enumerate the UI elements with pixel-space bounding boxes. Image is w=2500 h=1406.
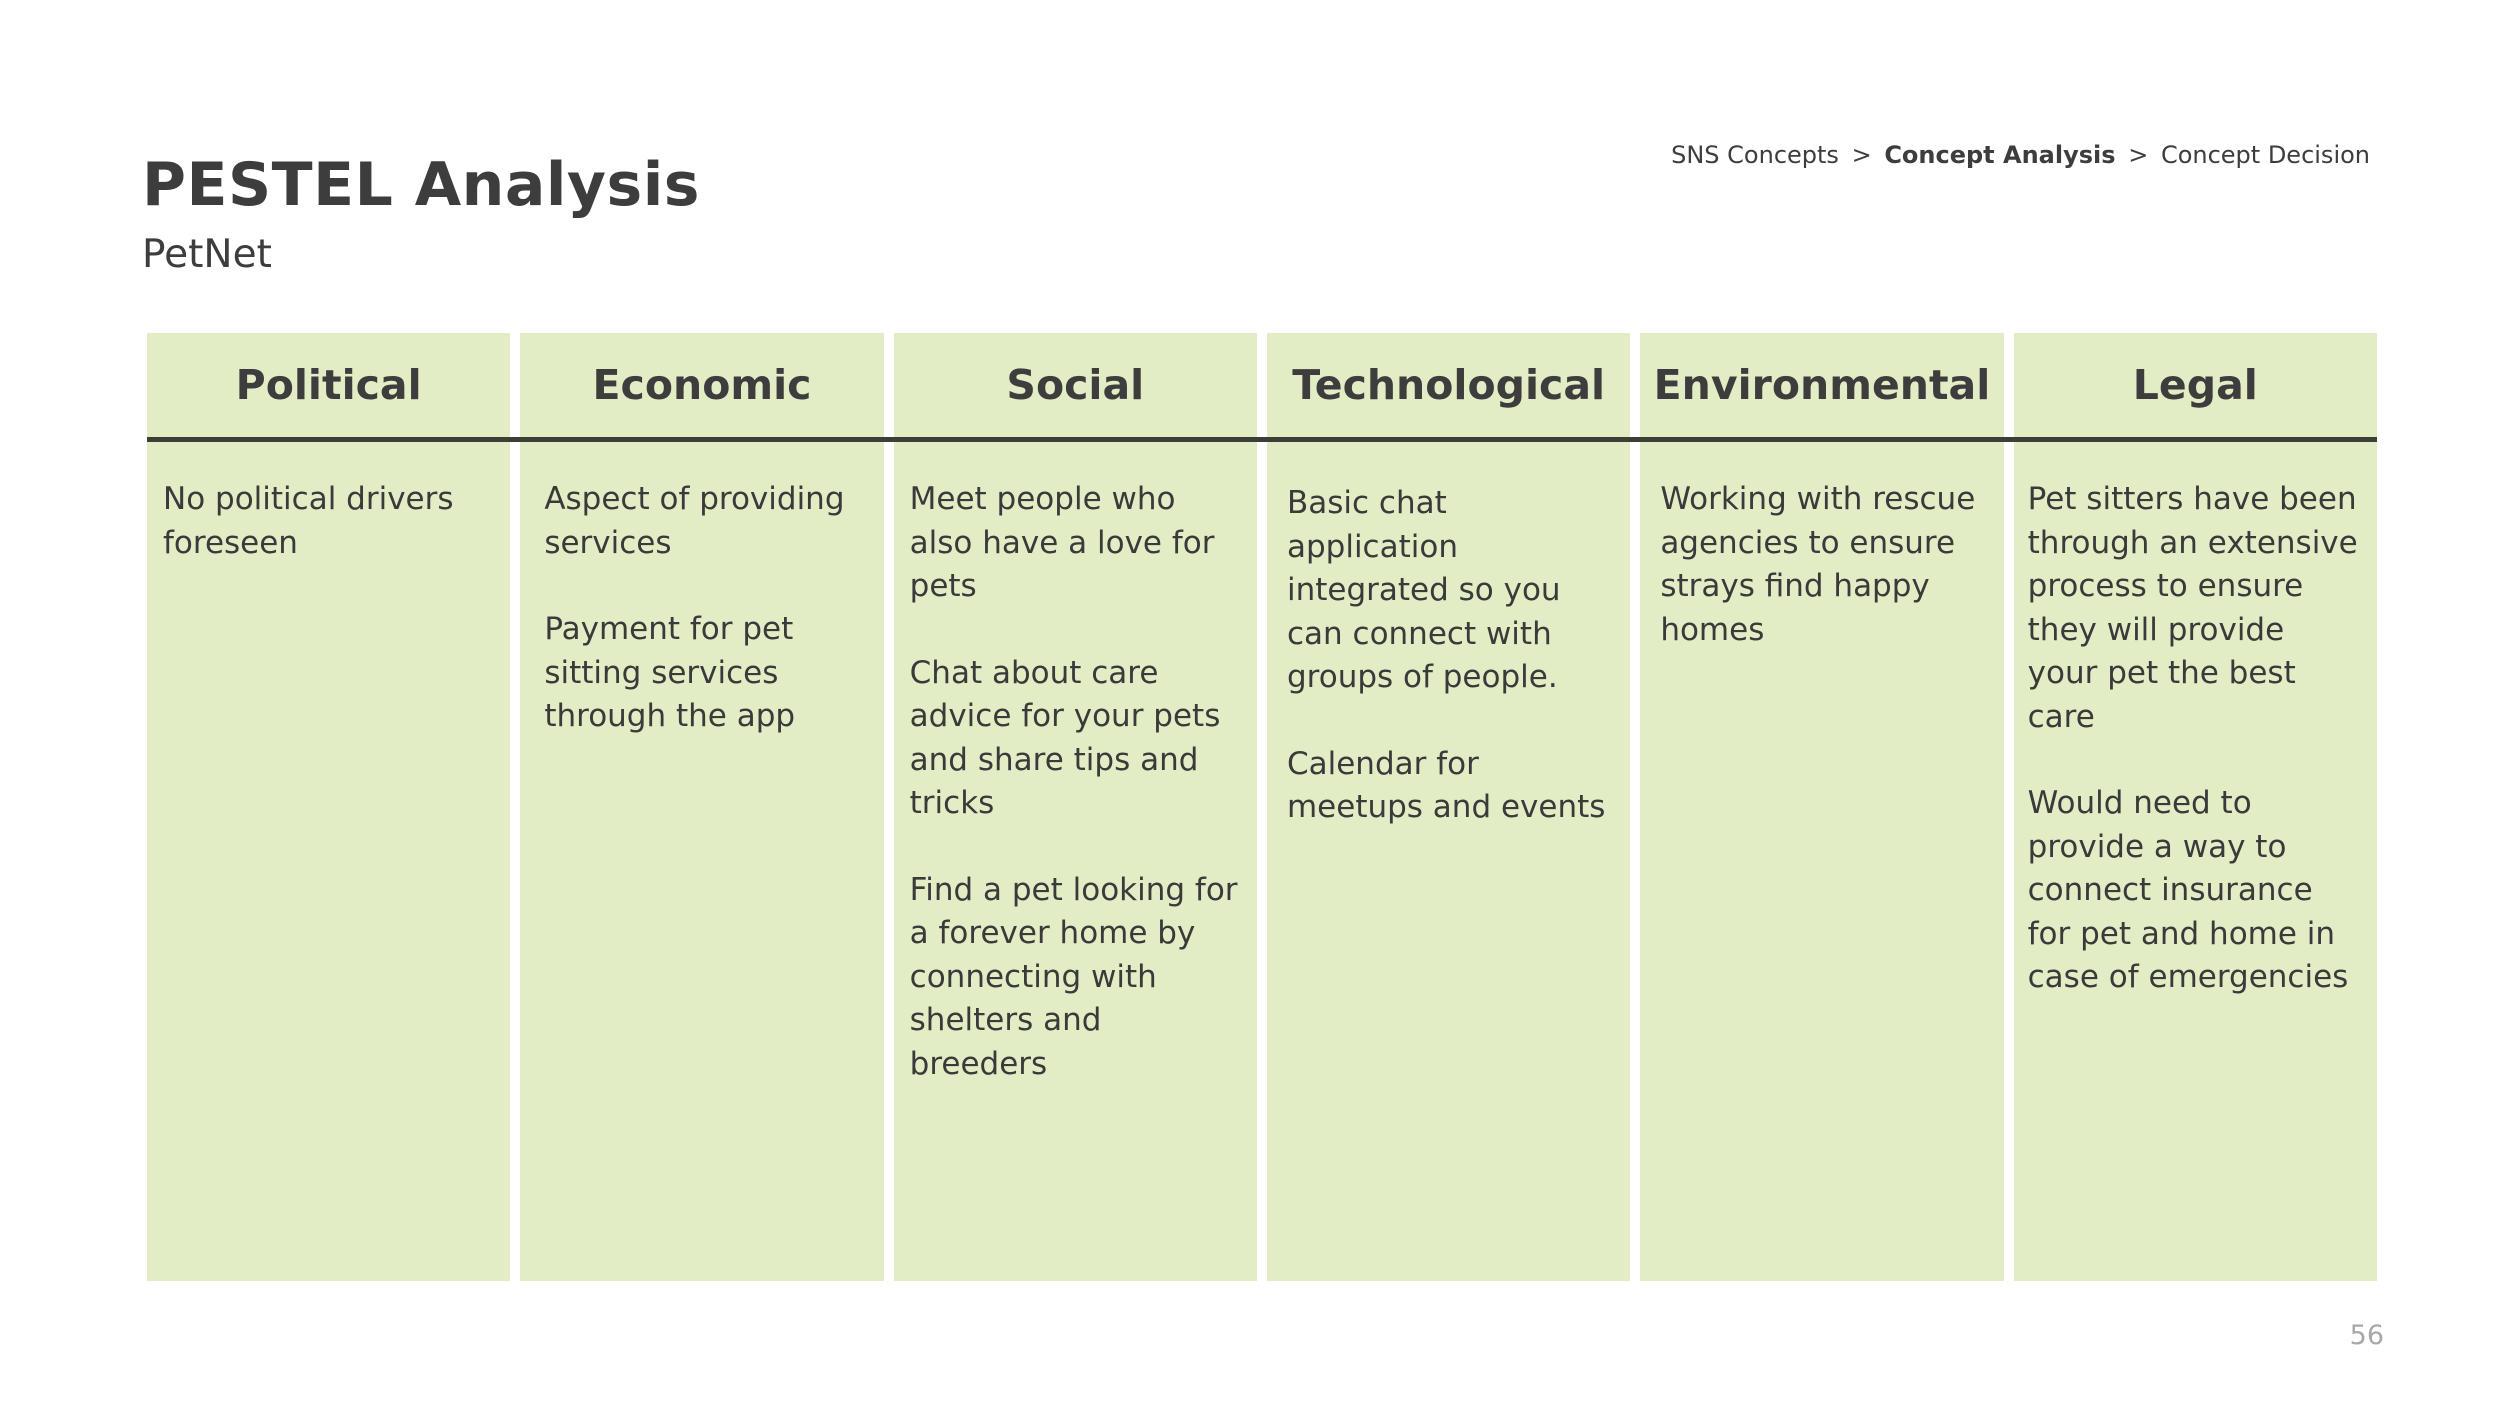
column-body: [520, 442, 883, 739]
column-paragraph: Chat about care advice for your pets and share tips and tricks: [909, 654, 1221, 821]
column-header: [1267, 333, 1640, 442]
column-paragraph: Find a pet looking for a forever home by connecting with shelters and breeders: [909, 871, 1238, 1082]
breadcrumb-separator: >: [1851, 141, 1872, 169]
column-header: [520, 333, 893, 442]
column-paragraph: Working with rescue agencies to ensure strays find happy homes: [1660, 481, 1976, 648]
column-body: [894, 442, 1257, 1086]
column-header: [147, 333, 520, 442]
column-heading-social: Social: [1006, 361, 1145, 409]
breadcrumb-separator: >: [2128, 141, 2149, 169]
column-paragraph: Would need to provide a way to connect insurance for pet and home in case of emergencies: [2027, 785, 2349, 995]
breadcrumb-item-concept-decision[interactable]: Concept Decision: [2160, 141, 2370, 169]
column-technological: [1267, 333, 1630, 1281]
page-number: 56: [2349, 1320, 2384, 1351]
column-paragraph: Aspect of providing services: [544, 481, 845, 561]
column-legal: [2014, 333, 2377, 1281]
column-body: [1640, 442, 2003, 652]
column-heading-legal: Legal: [2132, 361, 2258, 409]
page-subtitle: PetNet: [142, 232, 272, 277]
column-paragraph: Pet sitters have been through an extensive process to ensure they will provide your pet the best care: [2027, 481, 2358, 735]
column-paragraph: Basic chat application integrated so you can connect with groups of people.: [1286, 485, 1561, 695]
column-header: [894, 333, 1267, 442]
column-paragraph: Meet people who also have a love for pets: [909, 481, 1215, 604]
column-paragraph: Calendar for meetups and events: [1286, 745, 1606, 825]
column-body: [147, 442, 510, 565]
column-body: [2014, 442, 2377, 1000]
breadcrumb-item-concept-analysis[interactable]: Concept Analysis: [1884, 141, 2116, 169]
pestel-table: [147, 333, 2377, 1281]
column-header: [1640, 333, 2013, 442]
column-environmental: [1640, 333, 2003, 1281]
column-economic: [520, 333, 883, 1281]
breadcrumb: [1671, 141, 2370, 169]
page-title: PESTEL Analysis: [142, 150, 701, 220]
column-paragraph: No political drivers foreseen: [163, 481, 454, 561]
column-paragraph: Payment for pet sitting services through the app: [544, 611, 796, 734]
column-political: [147, 333, 510, 1281]
column-heading-technological: Technological: [1292, 361, 1606, 409]
column-social: [894, 333, 1257, 1281]
column-heading-political: Political: [235, 361, 422, 409]
column-heading-economic: Economic: [592, 361, 812, 409]
column-header: [2014, 333, 2377, 442]
column-body: [1267, 442, 1630, 830]
breadcrumb-item-sns-concepts[interactable]: SNS Concepts: [1671, 141, 1839, 169]
column-heading-environmental: Environmental: [1653, 361, 1991, 409]
